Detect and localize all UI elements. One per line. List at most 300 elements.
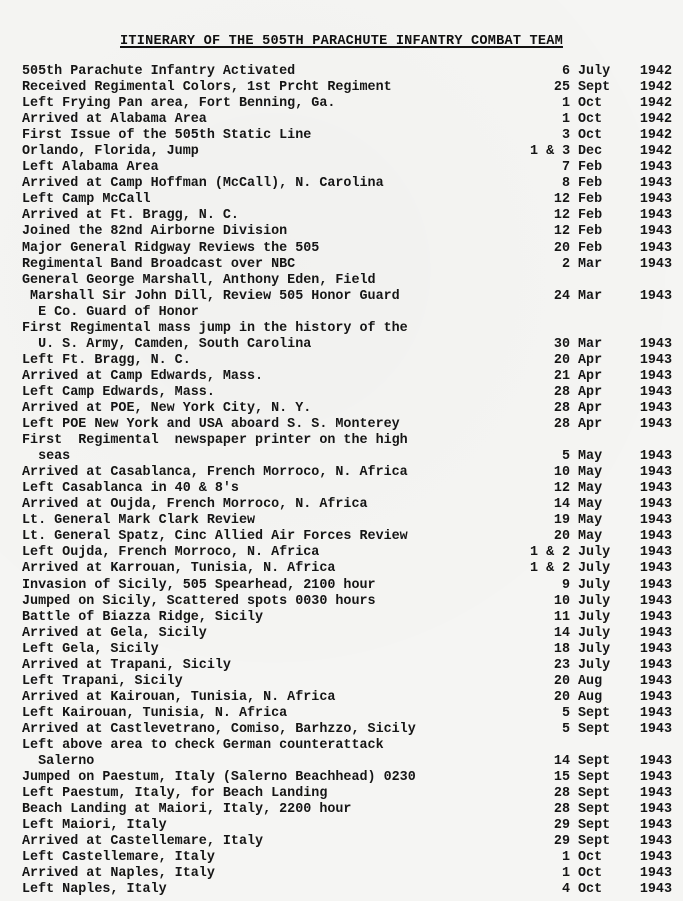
entry-event — [22, 241, 530, 257]
entry-event-line: General George Marshall, Anthony Eden, Field — [22, 272, 376, 288]
entry-date — [530, 513, 672, 529]
entry-date-day: 28 — [553, 384, 570, 400]
entry-date-year: 1943 — [639, 754, 672, 770]
entry-date-day: 20 — [553, 240, 570, 256]
entry-event-line: Left POE New York and USA aboard S. S. Monterey — [22, 417, 400, 433]
itinerary-entry — [22, 529, 672, 545]
entry-event-line: Left Naples, Italy — [22, 882, 167, 898]
entry-event-line: First Regimental mass jump in the history of the — [22, 320, 408, 336]
entry-event-line: E Co. Guard of Honor — [22, 304, 199, 320]
entry-date-year: 1943 — [639, 673, 672, 689]
entry-date-day: 14 — [553, 754, 570, 770]
entry-date-year: 1943 — [639, 384, 672, 400]
entry-date-day: 1 & 3 — [530, 144, 571, 160]
entry-date-day: 18 — [553, 641, 570, 657]
entry-event-line: Left Ft. Bragg, N. C. — [22, 352, 191, 368]
entry-event — [22, 208, 530, 224]
entry-event-line: Salerno — [22, 754, 95, 770]
itinerary-entry — [22, 642, 672, 658]
entry-event — [22, 112, 530, 128]
entry-date — [530, 369, 672, 385]
entry-date-month: Sept — [578, 834, 611, 850]
entry-date — [530, 529, 672, 545]
entry-date-year: 1943 — [639, 593, 672, 609]
entry-date-year: 1943 — [639, 802, 672, 818]
itinerary-entry — [22, 882, 672, 898]
entry-event — [22, 690, 530, 706]
entry-date-month: Apr — [578, 384, 603, 400]
entry-date — [530, 690, 672, 706]
entry-event-line: Arrived at Castlevetrano, Comiso, Barhzzo, Sicily — [22, 721, 416, 737]
entry-event-line: Joined the 82nd Airborne Division — [22, 224, 288, 240]
entry-date-year: 1943 — [639, 786, 672, 802]
entry-date-day: 14 — [553, 497, 570, 513]
entry-date-month: Oct — [578, 128, 603, 144]
entry-event-line: Arrived at Camp Hoffman (McCall), N. Carolina — [22, 176, 384, 192]
entry-date-month: Oct — [578, 96, 603, 112]
entry-date-month: Feb — [578, 240, 603, 256]
entry-event — [22, 321, 530, 353]
entry-event — [22, 401, 530, 417]
entry-date-year: 1943 — [639, 481, 672, 497]
entry-date-day: 7 — [561, 160, 570, 176]
entry-event-line: Arrived at Trapani, Sicily — [22, 657, 231, 673]
entry-date-month: Apr — [578, 352, 603, 368]
entry-date-year: 1943 — [639, 352, 672, 368]
entry-date-month: July — [578, 64, 611, 79]
entry-event — [22, 545, 530, 561]
entry-date — [530, 674, 672, 690]
itinerary-entry — [22, 722, 672, 738]
entry-event — [22, 144, 530, 160]
entry-date-year: 1943 — [639, 577, 672, 593]
entry-date — [530, 80, 672, 96]
entry-date-day: 25 — [553, 80, 570, 96]
entry-date — [530, 545, 672, 561]
entry-date-day: 12 — [553, 224, 570, 240]
entry-event — [22, 674, 530, 690]
itinerary-entry — [22, 818, 672, 834]
entry-date-month: May — [578, 449, 603, 465]
entry-date — [530, 96, 672, 112]
entry-event-line: Left Paestum, Italy, for Beach Landing — [22, 786, 328, 802]
entry-date-month: May — [578, 513, 603, 529]
entry-date — [530, 176, 672, 192]
entry-date-year: 1943 — [639, 368, 672, 384]
entry-date-day: 19 — [553, 513, 570, 529]
entry-date-day: 5 — [561, 449, 570, 465]
itinerary-entry — [22, 802, 672, 818]
entry-date-month: Feb — [578, 224, 603, 240]
entry-date-month: July — [578, 657, 611, 673]
entry-event — [22, 626, 530, 642]
entry-date-day: 5 — [561, 705, 570, 721]
entry-event — [22, 561, 530, 577]
entry-event-line: Left Trapani, Sicily — [22, 673, 183, 689]
entry-date-day: 28 — [553, 400, 570, 416]
itinerary-list — [22, 64, 672, 898]
entry-date-month: Aug — [578, 673, 603, 689]
entry-date-month: Dec — [578, 144, 603, 160]
entry-event — [22, 594, 530, 610]
entry-event — [22, 578, 530, 594]
entry-event-line: Arrived at Karrouan, Tunisia, N. Africa — [22, 561, 336, 577]
entry-event-line: First Regimental newspaper printer on the high — [22, 433, 408, 449]
entry-date — [530, 401, 672, 417]
itinerary-entry — [22, 850, 672, 866]
itinerary-entry — [22, 738, 672, 770]
entry-date-year: 1943 — [639, 834, 672, 850]
entry-event — [22, 834, 530, 850]
entry-date-month: Sept — [578, 80, 611, 96]
entry-date-month: Apr — [578, 368, 603, 384]
itinerary-entry — [22, 176, 672, 192]
entry-event-line: Invasion of Sicily, 505 Spearhead, 2100 hour — [22, 577, 376, 593]
entry-event — [22, 176, 530, 192]
entry-event-line: Lt. General Spatz, Cinc Allied Air Forces Review — [22, 529, 408, 545]
entry-event — [22, 722, 530, 738]
entry-date — [530, 610, 672, 626]
entry-date-year: 1943 — [639, 336, 672, 352]
entry-date-year: 1942 — [639, 144, 672, 160]
entry-event-line: Left Alabama Area — [22, 160, 159, 176]
entry-date-year: 1943 — [639, 561, 672, 577]
entry-date-month: May — [578, 465, 603, 481]
itinerary-entry — [22, 160, 672, 176]
entry-event — [22, 658, 530, 674]
itinerary-entry — [22, 594, 672, 610]
itinerary-entry — [22, 224, 672, 240]
entry-event-line: Lt. General Mark Clark Review — [22, 513, 256, 529]
entry-date-day: 10 — [553, 465, 570, 481]
itinerary-entry — [22, 257, 672, 273]
entry-event-line: Left Maiori, Italy — [22, 818, 167, 834]
entry-event-line: Marshall Sir John Dill, Review 505 Honor Guard — [22, 288, 400, 304]
entry-date-month: Oct — [578, 882, 603, 898]
entry-date — [530, 192, 672, 208]
entry-date-year: 1943 — [639, 866, 672, 882]
entry-date-year: 1942 — [639, 128, 672, 144]
entry-date-day: 5 — [561, 721, 570, 737]
entry-date-day: 28 — [553, 802, 570, 818]
entry-event-line: Left Camp McCall — [22, 192, 151, 208]
entry-event-line: Left Castellemare, Italy — [22, 850, 215, 866]
entry-date-month: Oct — [578, 112, 603, 128]
entry-event — [22, 850, 530, 866]
entry-date — [530, 706, 672, 722]
entry-event — [22, 257, 530, 273]
entry-date — [530, 337, 672, 353]
itinerary-entry — [22, 866, 672, 882]
entry-event-line: Arrived at Castellemare, Italy — [22, 834, 264, 850]
itinerary-entry — [22, 192, 672, 208]
entry-date-month: May — [578, 481, 603, 497]
entry-date — [530, 866, 672, 882]
entry-event — [22, 802, 530, 818]
entry-date-day: 30 — [553, 336, 570, 352]
entry-date — [530, 850, 672, 866]
entry-date-month: Feb — [578, 192, 603, 208]
entry-date — [530, 417, 672, 433]
entry-date-month: July — [578, 593, 611, 609]
entry-date-month: Sept — [578, 818, 611, 834]
entry-date — [530, 722, 672, 738]
entry-date-year: 1943 — [639, 625, 672, 641]
itinerary-entry — [22, 610, 672, 626]
entry-date — [530, 658, 672, 674]
entry-date-month: Mar — [578, 336, 603, 352]
entry-date-day: 2 — [561, 256, 570, 272]
entry-date-day: 20 — [553, 673, 570, 689]
entry-date-month: July — [578, 609, 611, 625]
entry-event-line: Jumped on Sicily, Scattered spots 0030 hours — [22, 593, 376, 609]
entry-date — [530, 882, 672, 898]
entry-date — [530, 289, 672, 305]
itinerary-entry — [22, 417, 672, 433]
entry-date-day: 3 — [561, 128, 570, 144]
entry-event-line: Arrived at Naples, Italy — [22, 866, 215, 882]
entry-date-month: Sept — [578, 770, 611, 786]
entry-event — [22, 385, 530, 401]
itinerary-entry — [22, 481, 672, 497]
entry-date-year: 1943 — [639, 224, 672, 240]
entry-event-line: U. S. Army, Camden, South Carolina — [22, 336, 312, 352]
entry-date — [530, 594, 672, 610]
entry-date-year: 1943 — [639, 850, 672, 866]
itinerary-entry — [22, 561, 672, 577]
entry-date-day: 1 & 2 — [530, 561, 571, 577]
entry-date-day: 21 — [553, 368, 570, 384]
entry-event-line: Arrived at Kairouan, Tunisia, N. Africa — [22, 689, 336, 705]
entry-event-line: Major General Ridgway Reviews the 505 — [22, 240, 320, 256]
entry-event — [22, 64, 530, 80]
entry-date-year: 1943 — [639, 208, 672, 224]
itinerary-entry — [22, 706, 672, 722]
entry-date — [530, 561, 672, 577]
itinerary-entry — [22, 658, 672, 674]
entry-date-year: 1943 — [639, 192, 672, 208]
entry-event — [22, 481, 530, 497]
entry-date-year: 1943 — [639, 721, 672, 737]
itinerary-entry — [22, 465, 672, 481]
entry-date — [530, 208, 672, 224]
entry-date-month: Apr — [578, 417, 603, 433]
entry-event-line: Left Oujda, French Morroco, N. Africa — [22, 545, 320, 561]
entry-date-month: Oct — [578, 850, 603, 866]
entry-date-day: 4 — [561, 882, 570, 898]
entry-event — [22, 465, 530, 481]
entry-date — [530, 481, 672, 497]
entry-date-year: 1943 — [639, 465, 672, 481]
entry-date-year: 1943 — [639, 818, 672, 834]
entry-event-line: Arrived at Camp Edwards, Mass. — [22, 368, 264, 384]
entry-date — [530, 578, 672, 594]
entry-date-day: 20 — [553, 352, 570, 368]
itinerary-entry — [22, 401, 672, 417]
itinerary-entry — [22, 128, 672, 144]
entry-date — [530, 642, 672, 658]
entry-event — [22, 192, 530, 208]
entry-event — [22, 433, 530, 465]
entry-event-line: Arrived at POE, New York City, N. Y. — [22, 400, 312, 416]
entry-event — [22, 369, 530, 385]
entry-date — [530, 257, 672, 273]
entry-event-line: Arrived at Gela, Sicily — [22, 625, 207, 641]
itinerary-entry — [22, 578, 672, 594]
itinerary-entry — [22, 626, 672, 642]
entry-date-day: 12 — [553, 481, 570, 497]
entry-date-year: 1943 — [639, 497, 672, 513]
entry-date-day: 1 — [561, 850, 570, 866]
itinerary-entry — [22, 321, 672, 353]
itinerary-entry — [22, 545, 672, 561]
entry-date — [530, 241, 672, 257]
entry-date — [530, 128, 672, 144]
itinerary-entry — [22, 208, 672, 224]
entry-event-line: Left Casablanca in 40 & 8's — [22, 481, 239, 497]
entry-date-year: 1943 — [639, 288, 672, 304]
entry-event — [22, 273, 530, 321]
entry-date-year: 1942 — [639, 112, 672, 128]
entry-date — [530, 754, 672, 770]
entry-event-line: Arrived at Oujda, French Morroco, N. Africa — [22, 497, 368, 513]
itinerary-entry — [22, 353, 672, 369]
entry-date-month: Feb — [578, 208, 603, 224]
entry-date-day: 1 — [561, 96, 570, 112]
entry-date-month: Feb — [578, 176, 603, 192]
entry-date-year: 1943 — [639, 609, 672, 625]
entry-date-day: 6 — [561, 64, 570, 79]
document-title: ITINERARY OF THE 505TH PARACHUTE INFANTRY COMBAT TEAM — [120, 34, 563, 49]
entry-date-month: May — [578, 497, 603, 513]
entry-date — [530, 385, 672, 401]
entry-date-month: Oct — [578, 866, 603, 882]
entry-date-day: 1 — [561, 866, 570, 882]
entry-date-month: Sept — [578, 721, 611, 737]
itinerary-entry — [22, 273, 672, 321]
entry-event — [22, 160, 530, 176]
entry-date-month: Mar — [578, 288, 603, 304]
itinerary-entry — [22, 786, 672, 802]
entry-date-year: 1943 — [639, 705, 672, 721]
entry-date-year: 1943 — [639, 882, 672, 898]
entry-date-year: 1943 — [639, 770, 672, 786]
entry-event — [22, 786, 530, 802]
entry-date — [530, 497, 672, 513]
entry-date-day: 12 — [553, 192, 570, 208]
entry-date-year: 1943 — [639, 657, 672, 673]
entry-date — [530, 144, 672, 160]
entry-event-line: Left Gela, Sicily — [22, 641, 159, 657]
entry-date-day: 1 & 2 — [530, 545, 571, 561]
entry-event — [22, 497, 530, 513]
entry-date-month: Mar — [578, 256, 603, 272]
entry-event — [22, 818, 530, 834]
entry-date-month: Apr — [578, 400, 603, 416]
entry-event — [22, 738, 530, 770]
entry-date-day: 24 — [553, 288, 570, 304]
entry-date — [530, 449, 672, 465]
entry-date-day: 12 — [553, 208, 570, 224]
entry-event — [22, 882, 530, 898]
entry-date-year: 1943 — [639, 176, 672, 192]
entry-date-year: 1943 — [639, 160, 672, 176]
entry-date-year: 1943 — [639, 417, 672, 433]
entry-date-day: 1 — [561, 112, 570, 128]
entry-event-line: Left Kairouan, Tunisia, N. Africa — [22, 705, 288, 721]
entry-event — [22, 706, 530, 722]
entry-date-month: Sept — [578, 786, 611, 802]
entry-date-year: 1943 — [639, 449, 672, 465]
entry-event-line: Battle of Biazza Ridge, Sicily — [22, 609, 264, 625]
entry-date-year: 1943 — [639, 400, 672, 416]
itinerary-entry — [22, 241, 672, 257]
entry-date-day: 28 — [553, 786, 570, 802]
entry-date — [530, 160, 672, 176]
entry-event — [22, 417, 530, 433]
entry-date-day: 15 — [553, 770, 570, 786]
itinerary-entry — [22, 144, 672, 160]
entry-event-line: Regimental Band Broadcast over NBC — [22, 256, 296, 272]
itinerary-entry — [22, 690, 672, 706]
entry-date-day: 11 — [553, 609, 570, 625]
entry-event-line: Arrived at Alabama Area — [22, 112, 207, 128]
entry-event-line: Received Regimental Colors, 1st Prcht Regiment — [22, 80, 392, 96]
entry-date-day: 14 — [553, 625, 570, 641]
entry-event-line: Beach Landing at Maiori, Italy, 2200 hour — [22, 802, 352, 818]
entry-date-year: 1942 — [639, 64, 672, 79]
entry-date — [530, 834, 672, 850]
entry-date-year: 1943 — [639, 641, 672, 657]
entry-date-day: 23 — [553, 657, 570, 673]
entry-date-day: 29 — [553, 818, 570, 834]
entry-event-line: Jumped on Paestum, Italy (Salerno Beachhead) 0230 — [22, 770, 416, 786]
entry-event — [22, 353, 530, 369]
entry-event-line: Arrived at Casablanca, French Morroco, N. Africa — [22, 465, 408, 481]
entry-event — [22, 866, 530, 882]
itinerary-entry — [22, 64, 672, 80]
entry-date — [530, 224, 672, 240]
entry-date — [530, 818, 672, 834]
entry-date-month: May — [578, 529, 603, 545]
entry-date-month: Aug — [578, 689, 603, 705]
entry-event-line: Left above area to check German counterattack — [22, 737, 384, 753]
itinerary-entry — [22, 497, 672, 513]
entry-date-day: 8 — [561, 176, 570, 192]
entry-event-line: Left Camp Edwards, Mass. — [22, 384, 215, 400]
itinerary-entry — [22, 112, 672, 128]
entry-date — [530, 626, 672, 642]
entry-date-month: Sept — [578, 802, 611, 818]
entry-date-year: 1942 — [639, 80, 672, 96]
entry-date — [530, 786, 672, 802]
entry-date — [530, 112, 672, 128]
itinerary-entry — [22, 80, 672, 96]
itinerary-entry — [22, 433, 672, 465]
entry-date-year: 1943 — [639, 513, 672, 529]
itinerary-entry — [22, 385, 672, 401]
entry-event — [22, 96, 530, 112]
entry-event-line: Left Frying Pan area, Fort Benning, Ga. — [22, 96, 336, 112]
entry-event — [22, 642, 530, 658]
itinerary-entry — [22, 96, 672, 112]
entry-event-line: Orlando, Florida, Jump — [22, 144, 199, 160]
entry-event-line: Arrived at Ft. Bragg, N. C. — [22, 208, 239, 224]
entry-event — [22, 513, 530, 529]
entry-date-year: 1943 — [639, 545, 672, 561]
entry-date — [530, 465, 672, 481]
entry-event-line: 505th Parachute Infantry Activated — [22, 64, 296, 79]
